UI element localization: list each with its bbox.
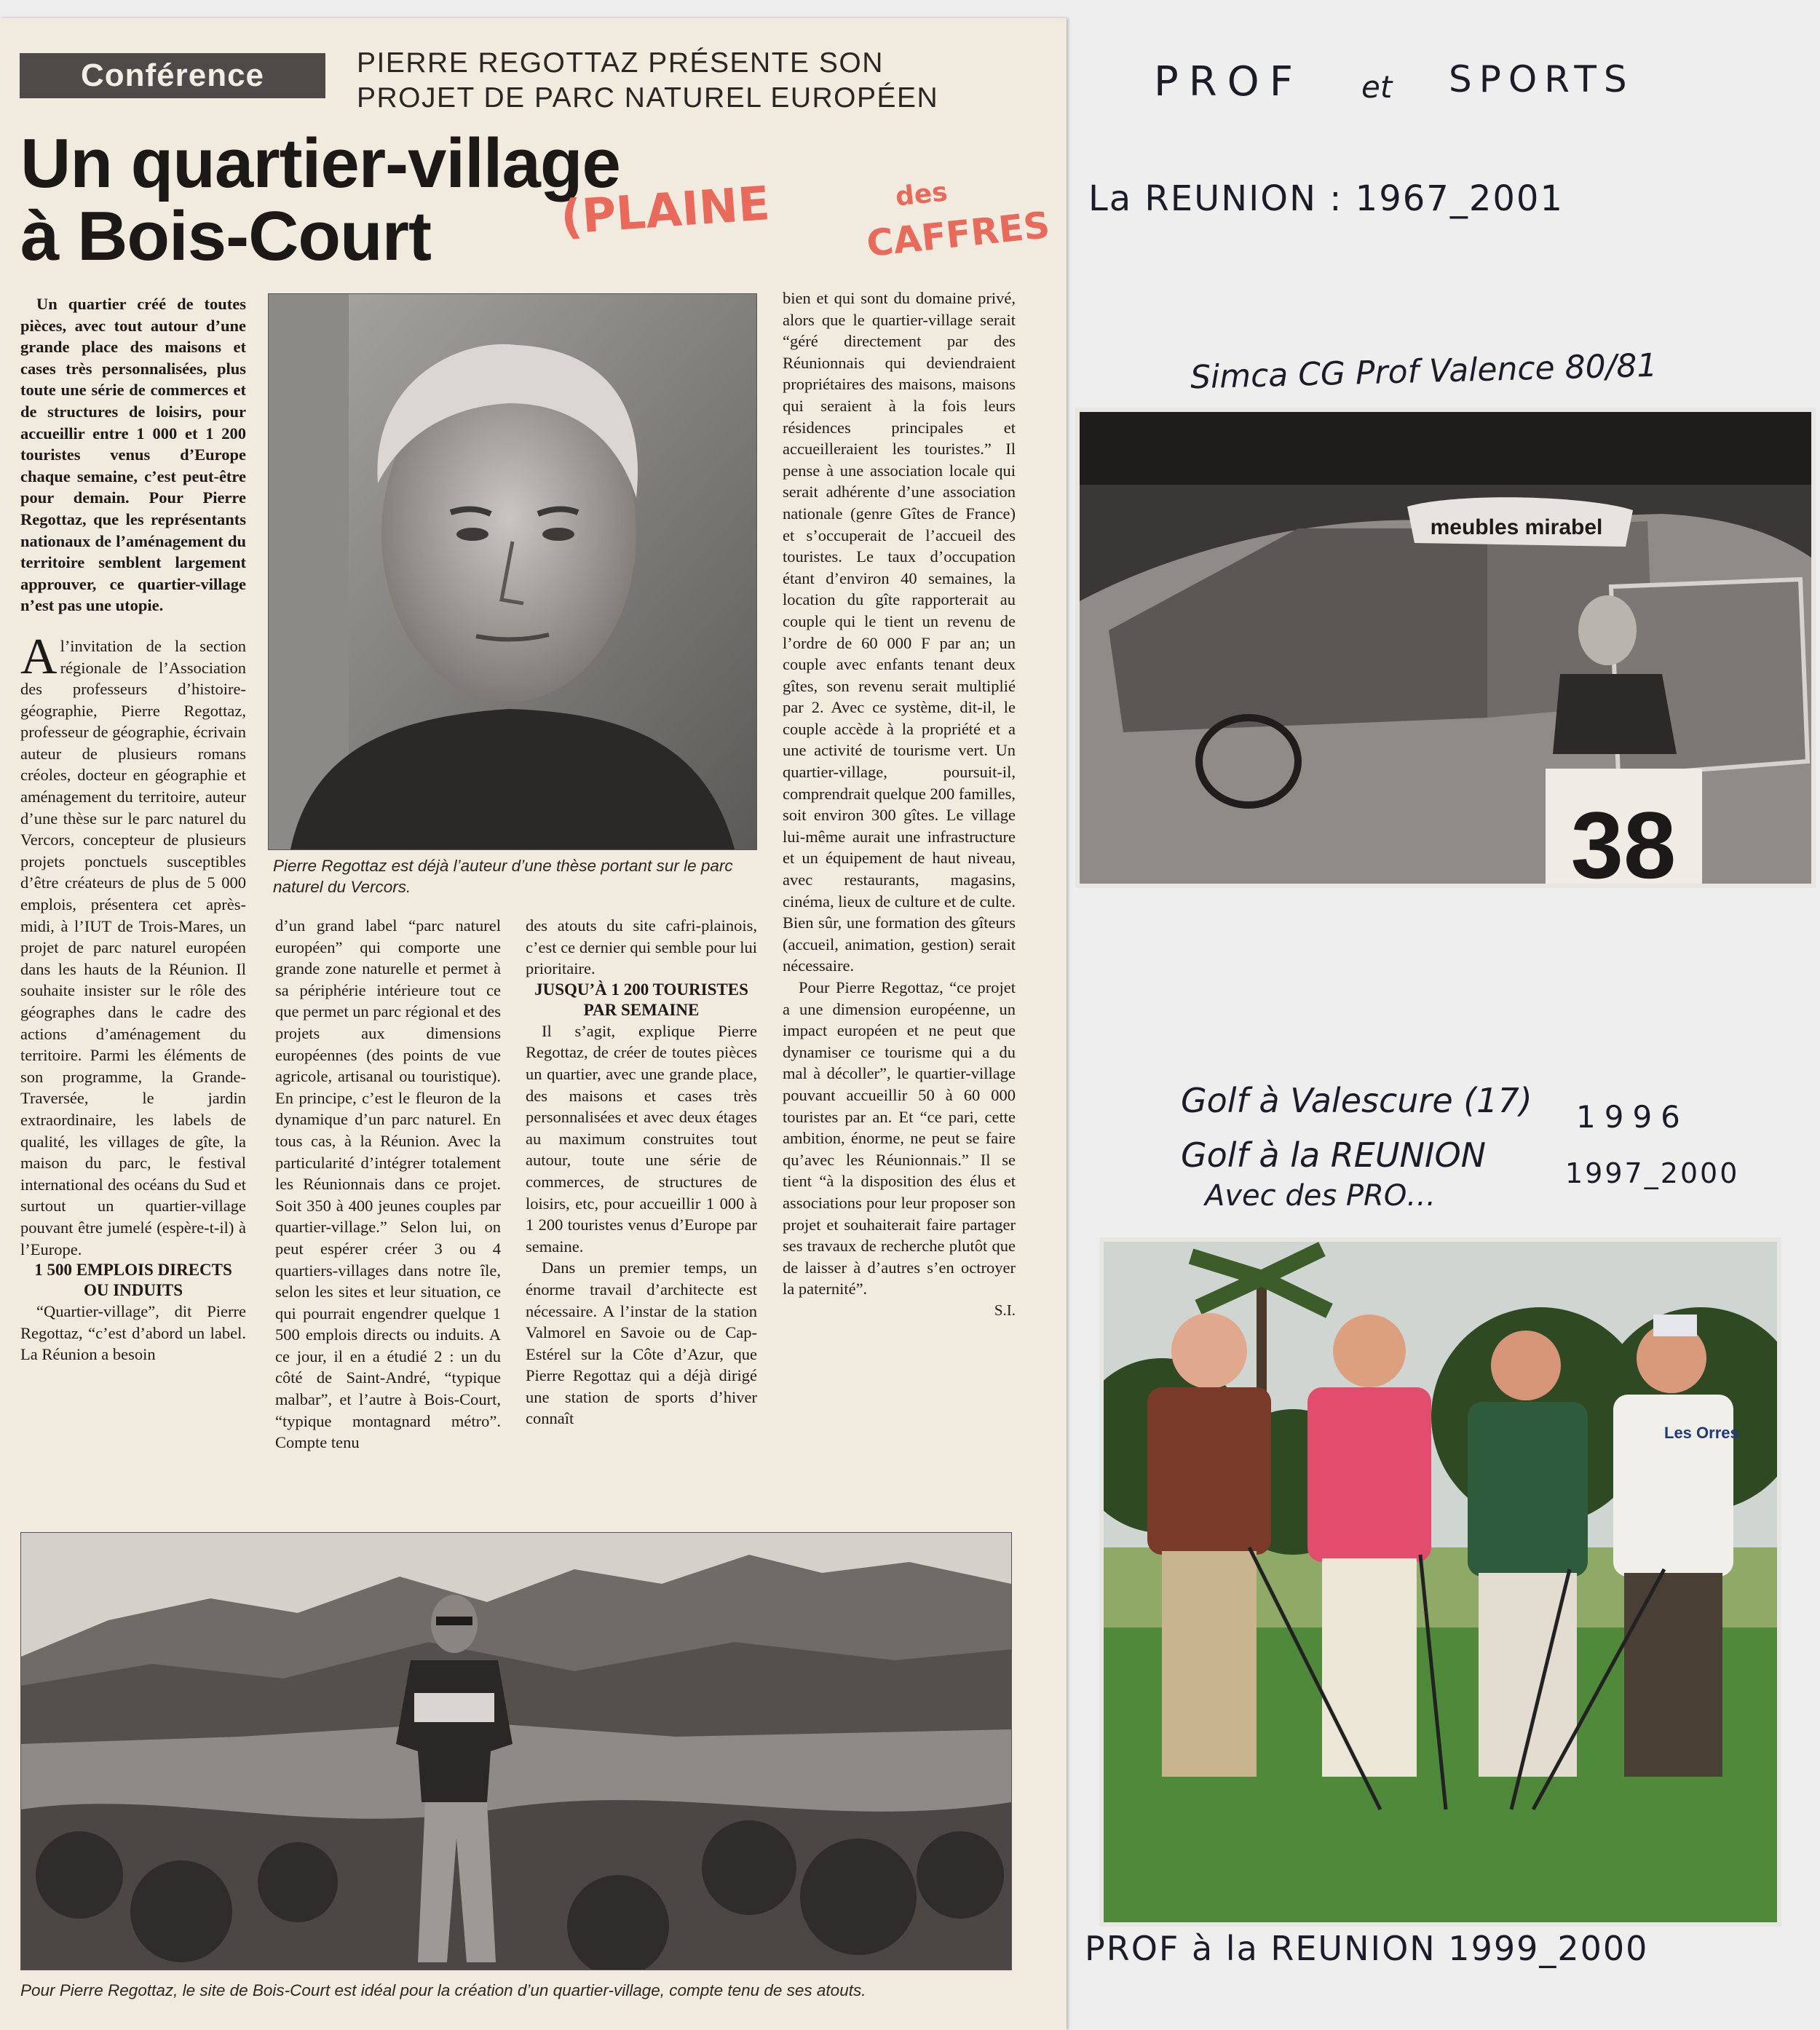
note-title-prof: PROF [1154, 58, 1303, 106]
rally-car-photo [1075, 408, 1816, 888]
article-signature: S.I. [994, 1301, 1016, 1319]
car-race-number: 38 [1570, 792, 1677, 884]
portrait-illustration [269, 294, 756, 849]
subheading-touristes: JUSQU’À 1 200 TOURISTES PAR SEMAINE [534, 980, 748, 1019]
sweater-logo-text: Les Orres [1664, 1424, 1739, 1442]
article-paragraph: Il s’agit, explique Pierre Regottaz, de créer de toutes pièces un quartier, avec une grande place, des maisons et cases très personnalisées et avec deux étages au maximum construites tout autour, toute une série de commerces, de structures de loisirs, etc, pour accueillir 1 000 à 1 200 touristes venus d’Europe par semaine. [526, 1021, 757, 1256]
note-golf-reunion: Golf à la REUNION [1181, 1135, 1487, 1175]
rally-car-illustration [1080, 412, 1811, 884]
landscape-caption: Pour Pierre Regottaz, le site de Bois-Court est idéal pour la création d’un quartier-village, compte tenu de ses atouts. [20, 1981, 866, 1999]
article-column-1 [20, 293, 246, 1365]
note-golf-reunion-years: 1997_2000 [1565, 1157, 1740, 1189]
note-golf-pro: Avec des PRO… [1205, 1179, 1436, 1213]
paragraph-text: l’invitation de la section régionale de l’Association des professeurs d’histoire-géographie, Pierre Regottaz, professeur de géographie, écrivain auteur de plusieurs romans créoles, docteur en géographie et aménagement du territoire, auteur d’une thèse sur le parc naturel du Vercors, concepteur de plusieurs projets ponctuels susceptibles d’être créateurs de plus de 5 000 emplois, présentera cet après-midi, à l’IUT de Trois-Mares, un projet de parc naturel européen dans les hauts de la Réunion. Il souhaite insister sur le rôle des géographes dans le cadre des actions d’aménagement du territoire. Parmi les éléments de son programme, la Grande-Traversée, le jardin extraordinaire, les labels de qualité, les villages de gîte, la maison du parc, le festival international des océans du Sud et surtout un quartier-village pouvant être jumelé (espère-t-il) à l’Europe. [20, 636, 246, 1258]
article-paragraph: Pour Pierre Regottaz, “ce projet a une dimension européenne, un impact européen et ne peut que dynamiser ce tourisme qui a du mal à décoller”, le quartier-village pouvant accueillir 50 à 60 000 touristes par an. Et “ce pari, cette ambition, énorme, ne peut se faire qu’avec les Réunionnais.” Il se tient “à la disposition des élus et associations pour leur proposer son projet et souhaiterait faire partager ses travaux de recherche plutôt que de laisser à d’autres s’en octroyer la paternité”. [783, 978, 1016, 1299]
subheading-emplois: 1 500 EMPLOIS DIRECTS OU INDUITS [34, 1261, 232, 1300]
drop-cap: A [20, 628, 58, 685]
article-paragraph: “Quartier-village”, dit Pierre Regottaz, “c’est d’abord un label. La Réunion a besoin [20, 1302, 246, 1364]
car-banner-text: meubles mirabel [1430, 515, 1603, 539]
handwritten-annotation-des: des [894, 177, 949, 213]
article-paragraph: bien et qui sont du domaine privé, alors que le quartier-village serait “géré directement par des Réunionnais qui deviendraient propriétaires des maisons, maisons qui seraient à la fois leurs résidences principales et accueilleraient les touristes.” Il pense à une association locale qui serait adhérente d’une association nationale (genre Gîtes de France) et s’occuperait de l’accueil des touristes. Le taux d’occupation étant d’environ 40 semaines, la location du gîte rapporterait au couple qui le tient un revenu de l’ordre de 60 000 F par an; un couple avec enfants tenant deux gîtes, son revenu serait multiplié par 2. Avec ce système, dit-il, le couple accède à la propriété et a une activité de tourisme vert. Un quartier-village, poursuit-il, comprendrait quelque 200 familles, soit environ 300 gîtes. Le village lui-même aurait une infrastructure et un équipement de haut niveau, avec restaurants, magasins, cinéma, lieux de culture et de culte. Bien sûr, une formation des gîteurs (accueil, animation, gestion) serait nécessaire. [783, 289, 1016, 975]
subtitle-line-1: PIERRE REGOTTAZ PRÉSENTE SON [357, 47, 884, 79]
article-paragraph: Dans un premier temps, un énorme travail d’architecte est nécessaire. A l’instar de la station Valmorel en Savoie ou de Cap-Estérel sur la Côte d’Azur, que Pierre Regottaz qui a déjà dirigé une station de sports d’hiver connaît [526, 1258, 757, 1428]
section-kicker: Conférence [20, 53, 325, 98]
note-car-caption: Simca CG Prof Valence 80/81 [1190, 346, 1658, 397]
landscape-photo [20, 1532, 1012, 1970]
portrait-photo [268, 293, 757, 850]
article-column-4 [783, 288, 1016, 1322]
article-column-3 [526, 915, 757, 1430]
handwritten-annotation-caffres: CAFFRES [864, 203, 1052, 266]
note-reunion-dates: La REUNION : 1967_2001 [1088, 178, 1564, 219]
headline-line-1: Un quartier-village [20, 124, 620, 202]
note-title-sports: SPORTS [1449, 58, 1634, 100]
portrait-caption: Pierre Regottaz est déjà l’auteur d’une thèse portant sur le parc naturel du Vercors. [273, 857, 733, 896]
article-chapo: Un quartier créé de toutes pièces, avec tout autour d’une grande place des maisons et cases très personnalisées, plus toute une série de commerces et de structures de loisirs, pour accueillir entre 1 000 et 1 200 touristes venus d’Europe chaque semaine, c’est peut-être pour demain. Pour Pierre Regottaz, que les représentants nationaux de l’aménagement du territoire semblent largement approuver, ce quartier-village n’est pas une utopie. [20, 295, 246, 615]
note-title-et: et [1361, 69, 1393, 105]
article-subtitle [357, 46, 1012, 116]
note-bottom-prof-reunion: PROF à la REUNION 1999_2000 [1085, 1929, 1649, 1968]
note-golf-valescure: Golf à Valescure (17) [1181, 1081, 1532, 1120]
newspaper-clipping [0, 18, 1067, 2030]
subtitle-line-2: PROJET DE PARC NATUREL EUROPÉEN [357, 82, 939, 114]
handwritten-annotation-plaine: (PLAINE [558, 177, 772, 245]
golf-group-photo [1099, 1237, 1781, 1927]
article-paragraph: d’un grand label “parc naturel européen” qui comporte une grande zone naturelle et permet à sa périphérie intérieure tout ce que permet un parc régional et des projets aux dimensions européennes (des points de vue agricole, artisanal ou touristique). En principe, c’est le fleuron de la dynamique d’un parc naturel. En tous cas, à la Réunion. Avec la particularité d’intégrer totalement les Réunionnais dans ce projet. Soit 350 à 400 jeunes couples par quartier-village.” Selon lui, on peut espérer créer 3 ou 4 quartiers-villages dans notre île, selon les sites et leur situation, ce qui pourrait engendrer quelque 1 500 emplois directs ou induits. A ce jour, il en a étudié 2 : un du côté de Saint-André, “typique malbar”, et l’autre à Bois-Court, “typique montagnard métro”. Compte tenu [275, 916, 501, 1452]
article-paragraph: des atouts du site cafri-plainois, c’est ce dernier qui semble pour lui prioritaire. [526, 916, 757, 978]
article-paragraph [20, 628, 246, 1260]
article-column-2 [275, 915, 501, 1454]
golf-illustration [1104, 1242, 1777, 1922]
headline-line-2: à Bois-Court [20, 197, 431, 275]
note-golf-valescure-year: 1996 [1576, 1099, 1689, 1135]
landscape-illustration [21, 1533, 1011, 1970]
